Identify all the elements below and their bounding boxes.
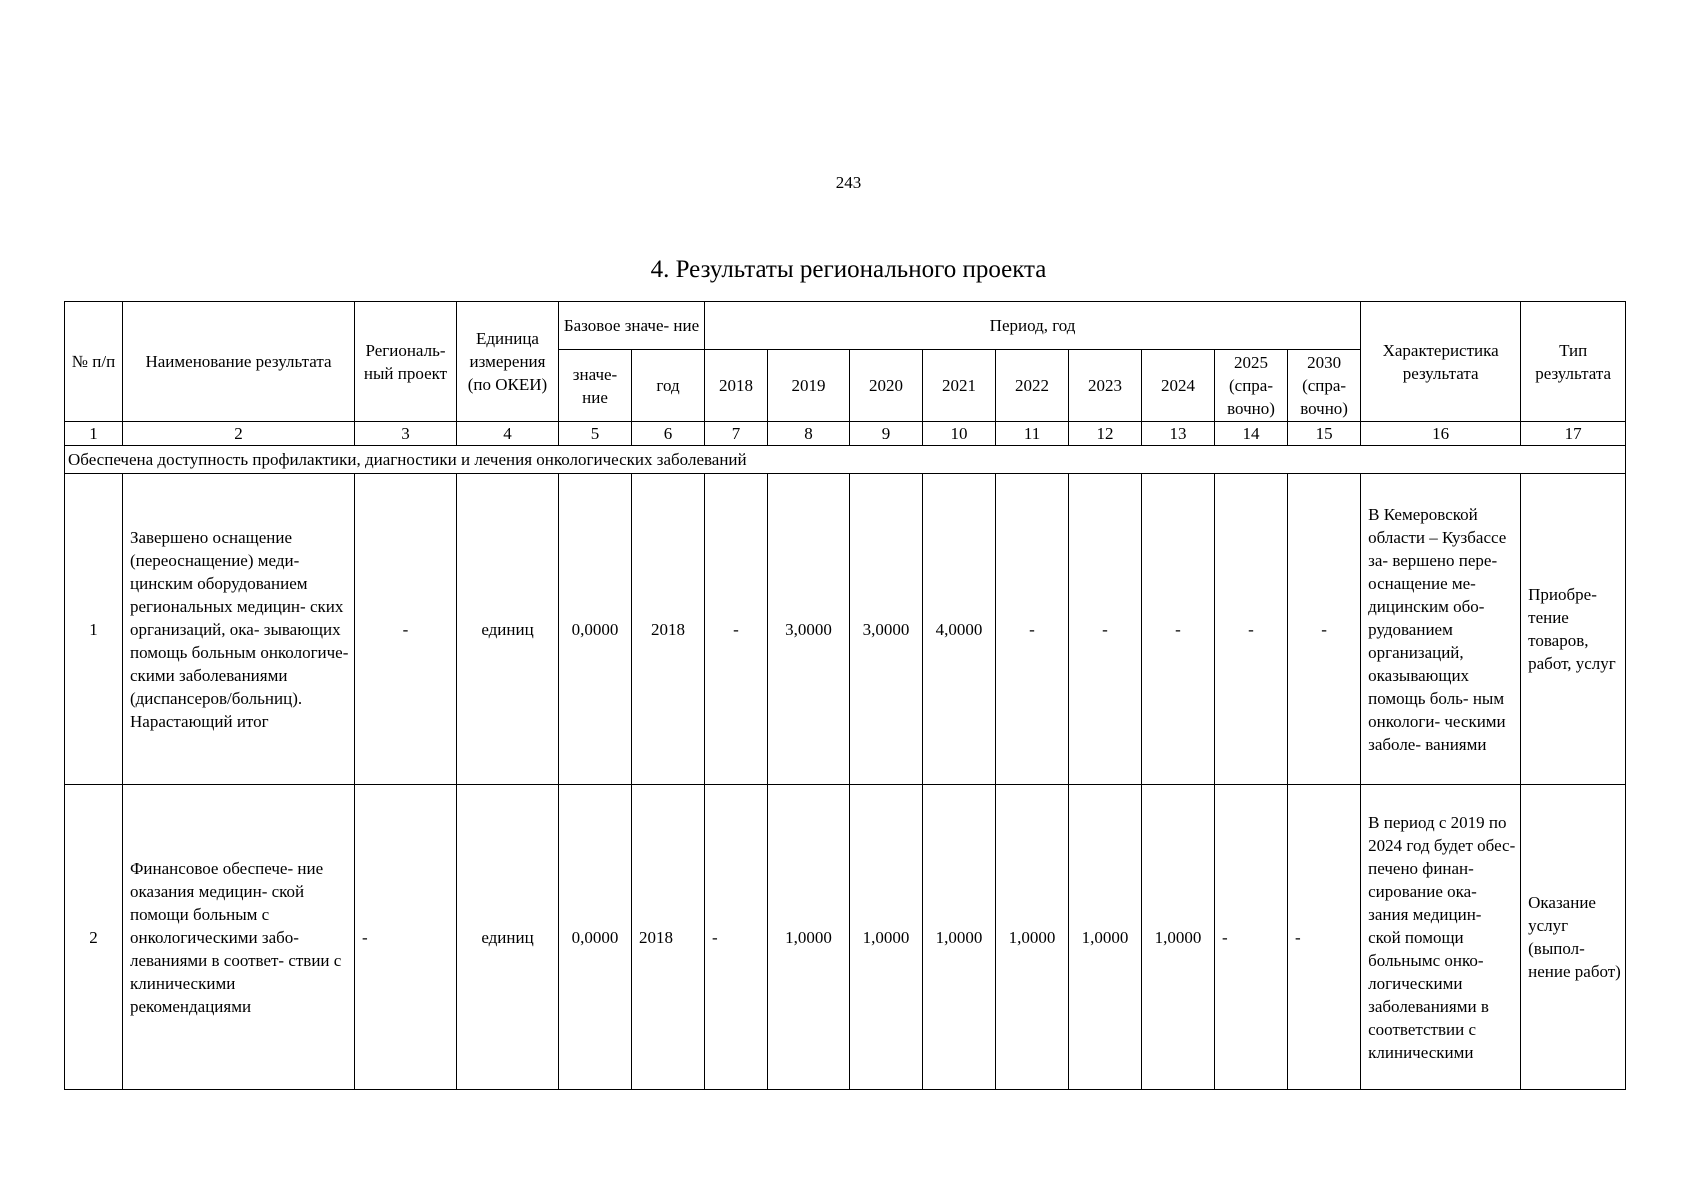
year-value: - [1215,785,1288,1090]
year-value: - [1142,474,1215,785]
table-row [65,785,1626,1090]
result-characteristic: В Кемеровской области – Кузбассе за- вершено пере- оснащение ме- дицинским обо- рудованием организаций, оказывающих помощь боль- ным онкологи- ческими заболе- ваниями [1361,474,1521,785]
year-value: 1,0000 [923,785,996,1090]
year-value: - [705,474,768,785]
header-type: Тип результата [1521,302,1626,422]
column-number: 11 [996,422,1069,446]
column-number: 1 [65,422,123,446]
results-table [64,301,1626,1090]
header-year: 2022 [996,350,1069,422]
header-year: 2019 [768,350,850,422]
year-value: 3,0000 [850,474,923,785]
base-year: 2018 [632,474,705,785]
base-value: 0,0000 [559,474,632,785]
header-num: № п/п [65,302,123,422]
header-unit: Единица измерения (по ОКЕИ) [457,302,559,422]
year-value: 1,0000 [996,785,1069,1090]
column-number: 3 [355,422,457,446]
column-number: 5 [559,422,632,446]
year-value: - [996,474,1069,785]
header-year: 2018 [705,350,768,422]
page-number: 243 [835,173,862,192]
result-name: Финансовое обеспече- ние оказания медицин- ской помощи больным с онкологическими забо- леваниями в соответ- ствии с клиническими рекомендациями [123,785,355,1090]
header-name: Наименование результата [123,302,355,422]
column-number: 4 [457,422,559,446]
header-year: 2023 [1069,350,1142,422]
section-row [65,446,1626,474]
base-year: 2018 [632,785,705,1090]
row-number: 1 [65,474,123,785]
column-number: 17 [1521,422,1626,446]
header-project: Региональ- ный проект [355,302,457,422]
column-number: 6 [632,422,705,446]
column-number: 9 [850,422,923,446]
year-value: - [1215,474,1288,785]
year-value: - [1288,785,1361,1090]
column-number: 14 [1215,422,1288,446]
header-row-1 [65,302,1626,350]
year-value: - [705,785,768,1090]
column-number: 15 [1288,422,1361,446]
header-year: 2025 (спра- вочно) [1215,350,1288,422]
column-number: 8 [768,422,850,446]
regional-project: - [355,474,457,785]
year-value: 1,0000 [1069,785,1142,1090]
header-base-value: значе- ние [559,350,632,422]
column-number: 13 [1142,422,1215,446]
column-number: 10 [923,422,996,446]
column-number: 2 [123,422,355,446]
row-number: 2 [65,785,123,1090]
column-number: 16 [1361,422,1521,446]
result-name: Завершено оснащение (переоснащение) меди- цинским оборудованием региональных медицин- ских организаций, ока- зывающих помощь больным онкологиче- скими заболеваниями (диспансеров/больниц). Нарастающий итог [123,474,355,785]
header-period: Период, год [705,302,1361,350]
unit: единиц [457,785,559,1090]
result-type: Оказание услуг (выпол- нение работ) [1521,785,1626,1090]
year-value: 1,0000 [850,785,923,1090]
result-characteristic: В период с 2019 по 2024 год будет обес- печено финан- сирование ока- зания медицин- ской помощи больнымс онко- логическими заболеваниями в соответствии с клиническими [1361,785,1521,1090]
section-heading: Обеспечена доступность профилактики, диагностики и лечения онкологических заболеваний [65,446,1626,474]
header-characteristic: Характеристика результата [1361,302,1521,422]
header-year: 2020 [850,350,923,422]
column-number: 7 [705,422,768,446]
header-base: Базовое значе- ние [559,302,705,350]
year-value: 1,0000 [1142,785,1215,1090]
year-value: - [1288,474,1361,785]
header-base-year: год [632,350,705,422]
header-year: 2030 (спра- вочно) [1288,350,1361,422]
table-row [65,474,1626,785]
header-year: 2024 [1142,350,1215,422]
regional-project: - [355,785,457,1090]
year-value: - [1069,474,1142,785]
section-title: 4. Результаты регионального проекта [650,256,1047,283]
column-number: 12 [1069,422,1142,446]
column-number-row [65,422,1626,446]
year-value: 1,0000 [768,785,850,1090]
year-value: 4,0000 [923,474,996,785]
unit: единиц [457,474,559,785]
base-value: 0,0000 [559,785,632,1090]
header-year: 2021 [923,350,996,422]
year-value: 3,0000 [768,474,850,785]
result-type: Приобре- тение товаров, работ, услуг [1521,474,1626,785]
